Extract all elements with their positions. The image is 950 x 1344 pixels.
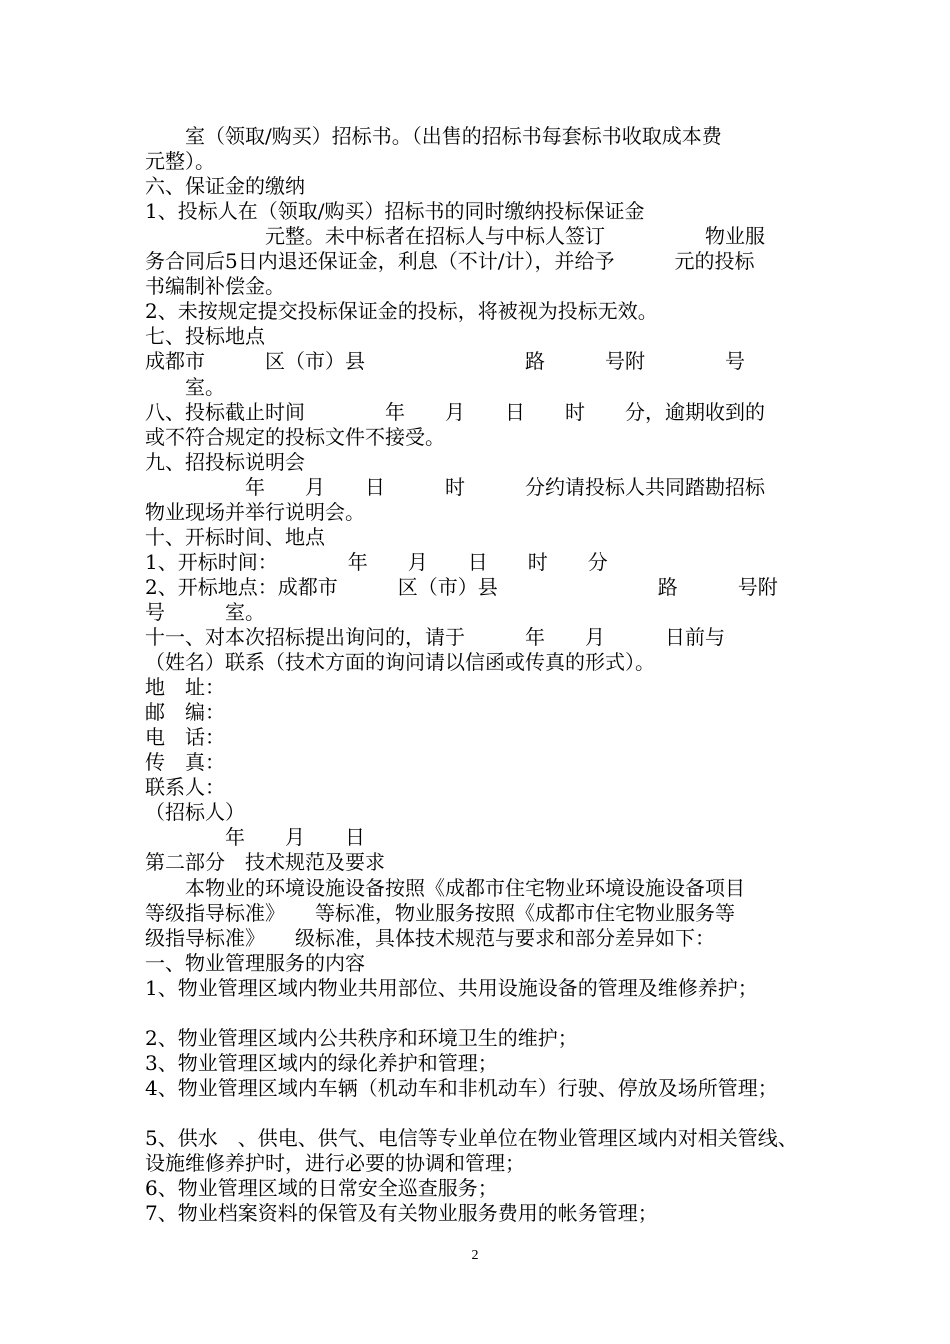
text-line: 年 月 日 [145, 825, 365, 850]
text-line: 2、开标地点：成都市 区（市）县 路 号附 [145, 574, 778, 599]
text-line: 六、保证金的缴纳 [145, 174, 305, 199]
text-line: 级指导标准》 级标准，具体技术规范与要求和部分差异如下： [145, 925, 715, 950]
text-line: 十一、对本次招标提出询问的，请于 年 月 日前与 [145, 625, 725, 649]
text-line: 室（领取/购买）招标书。（出售的招标书每套标书收取成本费 [145, 124, 722, 148]
text-line: 电 话： [145, 725, 225, 750]
text-line: 1、物业管理区域内物业共用部位、共用设施设备的管理及维修养护； [145, 975, 758, 1000]
text-line: 6、物业管理区域的日常安全巡查服务； [145, 1176, 498, 1201]
text-line: 物业现场并举行说明会。 [145, 499, 365, 524]
text-line: 或不符合规定的投标文件不接受。 [145, 424, 445, 449]
text-line: 十、开标时间、地点 [145, 524, 325, 549]
text-line: 设施维修养护时，进行必要的协调和管理； [145, 1151, 525, 1176]
text-line: 一、物业管理服务的内容 [145, 950, 365, 975]
text-line: 4、物业管理区域内车辆（机动车和非机动车）行驶、停放及场所管理； [145, 1075, 778, 1100]
text-line: 号 室。 [145, 599, 265, 624]
text-line: 务合同后5日内退还保证金，利息（不计/计），并给予 元的投标 [145, 249, 755, 274]
text-line: 九、招投标说明会 [145, 449, 305, 474]
text-line: 联系人： [145, 775, 225, 800]
text-line: 地 址： [145, 675, 225, 700]
page-number: 2 [471, 1248, 479, 1263]
text-line: 邮 编： [145, 700, 225, 725]
text-line: 元整）。 [145, 149, 215, 174]
text-line: 5、供水 、供电、供气、电信等专业单位在物业管理区域内对相关管线、 [145, 1126, 798, 1150]
text-line: 7、物业档案资料的保管及有关物业服务费用的帐务管理； [145, 1201, 658, 1226]
text-line: 第二部分 技术规范及要求 [145, 850, 385, 875]
text-line: 元整。未中标者在招标人与中标人签订 物业服 [145, 224, 765, 249]
text-line: （姓名）联系（技术方面的询问请以信函或传真的形式）。 [145, 650, 655, 675]
text-line: 年 月 日 时 分约请投标人共同踏勘招标 [145, 474, 765, 499]
text-line: 成都市 区（市）县 路 号附 号 [145, 349, 745, 374]
text-line: 等级指导标准》 等标准，物业服务按照《成都市住宅物业服务等 [145, 900, 735, 925]
text-line: 1、投标人在（领取/购买）招标书的同时缴纳投标保证金 [145, 199, 645, 224]
text-line: 2、未按规定提交投标保证金的投标，将被视为投标无效。 [145, 299, 658, 324]
text-line: 本物业的环境设施设备按照《成都市住宅物业环境设施设备项目 [145, 875, 745, 900]
text-line: 1、开标时间： 年 月 日 时 分 [145, 549, 608, 574]
text-line: 七、投标地点 [145, 324, 265, 349]
text-line: 书编制补偿金。 [145, 274, 285, 299]
text-line: 室。 [145, 374, 225, 399]
text-line: 传 真： [145, 750, 225, 775]
text-line: （招标人） [145, 800, 245, 825]
text-line: 2、物业管理区域内公共秩序和环境卫生的维护； [145, 1025, 578, 1050]
text-line: 3、物业管理区域内的绿化养护和管理； [145, 1050, 498, 1075]
text-line: 八、投标截止时间 年 月 日 时 分，逾期收到的 [145, 399, 765, 424]
